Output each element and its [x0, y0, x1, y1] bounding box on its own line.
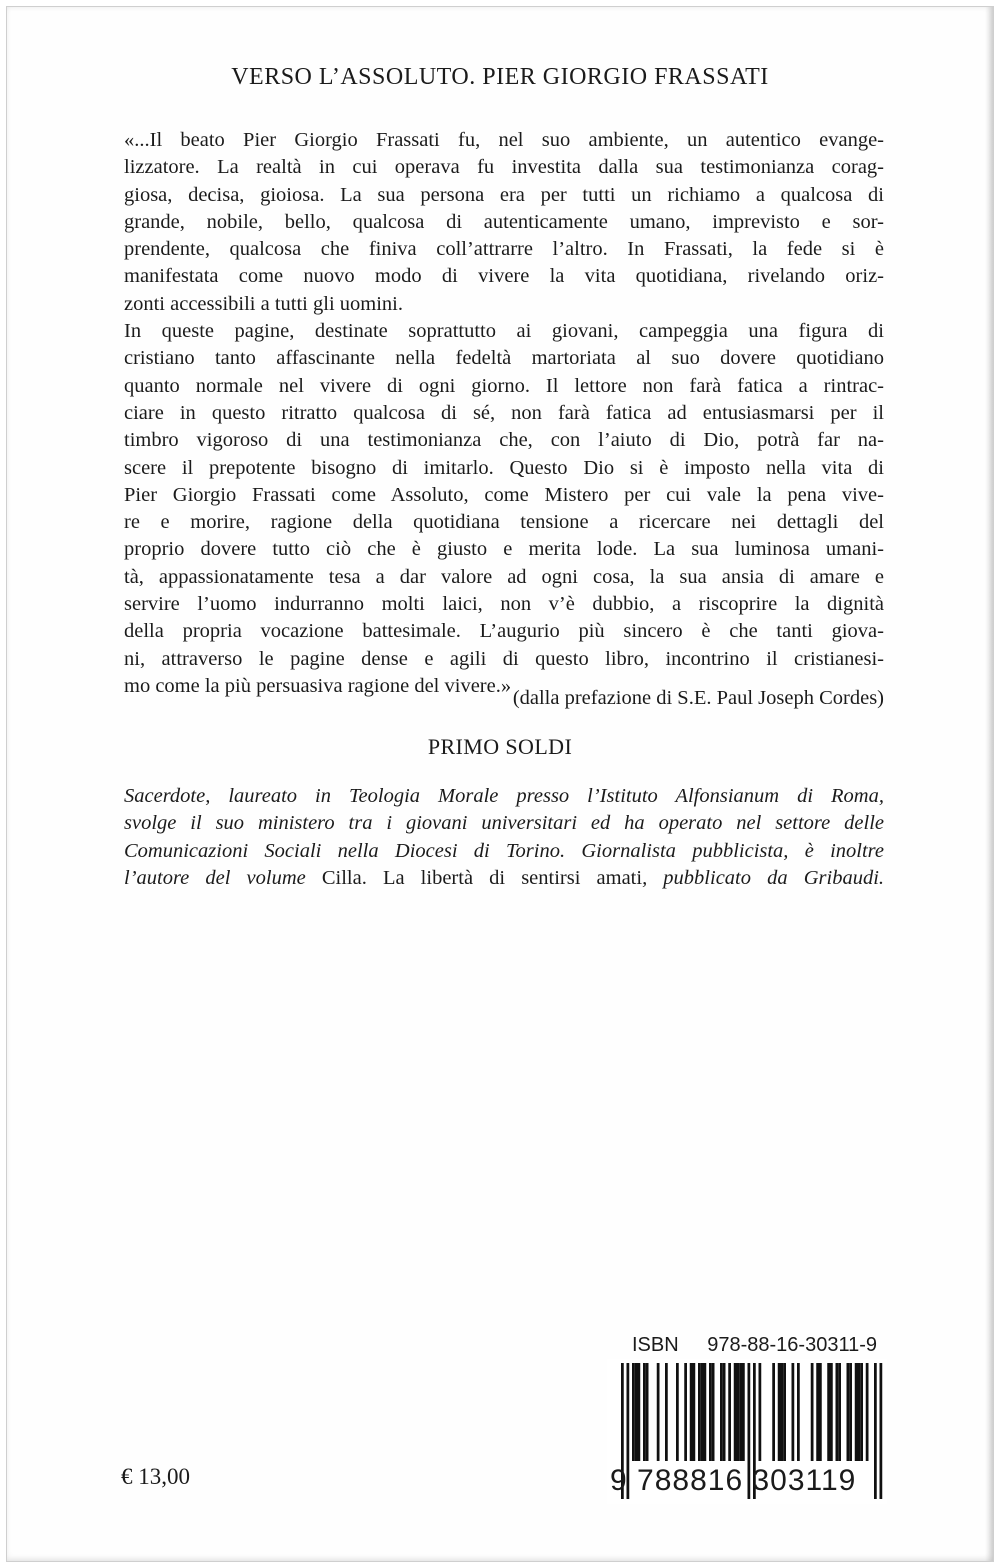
barcode-bar: [866, 1363, 869, 1461]
bio-line: Sacerdote, laureato in Teologia Morale presso l’Istituto Alfonsianum di Roma,: [124, 785, 884, 807]
blurb-line: della propria vocazione battesimale. L’augurio più sincero è che tanti giova-: [124, 620, 884, 643]
author-bio: [124, 783, 884, 892]
barcode-bar: [838, 1363, 841, 1461]
barcode-bar: [783, 1363, 786, 1461]
preface-attribution: (dalla prefazione di S.E. Paul Joseph Cordes): [512, 687, 884, 709]
bio-text-italic: l’autore del volume: [124, 866, 322, 889]
barcode-bar: [734, 1363, 737, 1461]
barcode-bar: [858, 1363, 861, 1461]
barcode-bar: [665, 1363, 668, 1461]
barcode-bar: [646, 1363, 649, 1461]
barcode-bar: [860, 1363, 863, 1461]
barcode-bar: [811, 1363, 814, 1461]
blurb-line: scere il prepotente bisogno di imitarlo. Questo Dio si è imposto nella vita di: [124, 456, 884, 479]
barcode-bar: [781, 1363, 784, 1461]
barcode-bar: [792, 1363, 795, 1461]
book-back-cover: [6, 6, 994, 1562]
barcode-bar: [632, 1363, 635, 1461]
barcode-bar: [830, 1363, 833, 1461]
book-title: VERSO L’ASSOLUTO. PIER GIORGIO FRASSATI: [231, 64, 769, 90]
barcode-bar: [855, 1363, 858, 1461]
barcode-bar: [698, 1363, 701, 1461]
barcode-digits: 9 788816 303119: [610, 1464, 857, 1497]
barcode-bar: [836, 1363, 839, 1461]
blurb-line: prendente, qualcosa che finiva coll’attrarre l’altro. In Frassati, la fede si è: [124, 238, 884, 261]
barcode-bar: [635, 1363, 638, 1461]
blurb-line: cristiano tanto affascinante nella fedeltà martoriata al suo dovere quotidiano: [124, 347, 884, 370]
barcode-bar: [704, 1363, 707, 1461]
blurb-line: manifestata come nuovo modo di vivere la vita quotidiana, rivelando oriz-: [124, 265, 884, 288]
barcode-bar: [720, 1363, 723, 1461]
barcode-bar: [684, 1363, 687, 1461]
blurb-line: In queste pagine, destinate soprattutto ai giovani, campeggia una figura di: [124, 320, 884, 343]
barcode-bar: [827, 1363, 830, 1461]
blurb-line: mo come la più persuasiva ragione del vivere.»: [124, 674, 512, 697]
bio-line: svolge il suo ministero tra i giovani universitari ed ha operato nel settore delle: [124, 812, 884, 835]
blurb-text: [124, 127, 884, 700]
blurb-line: tà, appassionatamente tesa a dar valore ad ogni cosa, la sua ansia di amare e: [124, 565, 884, 588]
barcode-bar: [657, 1363, 660, 1461]
bio-line: Comunicazioni Sociali nella Diocesi di Torino. Giornalista pubblicista, è inoltre: [124, 839, 884, 862]
barcode-bar: [742, 1363, 745, 1461]
barcode-bar: [737, 1363, 740, 1461]
price-label: € 13,00: [121, 1464, 190, 1489]
blurb-line: quanto normale nel vivere di ogni giorno. Il lettore non farà fatica a rintrac-: [124, 374, 884, 397]
blurb-line: «...Il beato Pier Giorgio Frassati fu, nel suo ambiente, un autentico evange-: [124, 129, 884, 151]
barcode-bar: [701, 1363, 704, 1461]
barcode-bar: [693, 1363, 696, 1461]
barcode-bar: [778, 1363, 781, 1461]
blurb-line: ciare in questo ritratto qualcosa di sé, non farà fatica ad entusiasmarsi per il: [124, 401, 884, 424]
barcode-bar: [739, 1363, 742, 1461]
barcode-bar: [712, 1363, 715, 1461]
blurb-line: re e morire, ragione della quotidiana tensione a ricercare nei dettagli del: [124, 511, 884, 534]
barcode-bar: [819, 1363, 822, 1461]
book-reference: Cilla. La libertà di sentirsi amati: [321, 866, 643, 889]
barcode-bar: [816, 1363, 819, 1461]
barcode-bar: [643, 1363, 646, 1461]
isbn-label: ISBN 978-88-16-30311-9: [632, 1334, 877, 1356]
barcode-bar: [690, 1363, 693, 1461]
blurb-line: giosa, decisa, gioiosa. La sua persona era per tutti un richiamo a qualcosa di: [124, 183, 884, 206]
barcode-bar: [759, 1363, 762, 1461]
barcode-bar: [728, 1363, 731, 1461]
barcode-bar: [847, 1363, 850, 1461]
bio-text-italic: , pubblicato da Gribaudi.: [642, 866, 885, 889]
barcode-bar: [797, 1363, 800, 1461]
blurb-line: grande, nobile, bello, qualcosa di autenticamente umano, imprevisto e sor-: [124, 210, 884, 233]
blurb-line: timbro vigoroso di una testimonianza che, con l’aiuto di Dio, potrà far na-: [124, 429, 884, 452]
bio-line: [124, 865, 884, 892]
barcode-bar: [723, 1363, 726, 1461]
barcode-bar: [849, 1363, 852, 1461]
author-name: PRIMO SOLDI: [427, 734, 573, 759]
blurb-line: Pier Giorgio Frassati come Assoluto, come Mistero per cui vale la pena vive-: [124, 483, 884, 506]
blurb-line: proprio dovere tutto ciò che è giusto e merita lode. La sua luminosa umani-: [124, 538, 884, 561]
barcode-bar: [880, 1363, 883, 1499]
barcode-bar: [772, 1363, 775, 1461]
cover-edge-shadow: [985, 7, 993, 1561]
blurb-line: servire l’uomo indurranno molti laici, non v’è dubbio, a riscoprire la dignità: [124, 593, 884, 616]
blurb-line: ni, attraverso le pagine dense e agili di questo libro, incontrino il cristianesi-: [124, 647, 884, 670]
barcode-bar: [638, 1363, 641, 1461]
blurb-line: lizzatore. La realtà in cui operava fu investita dalla sua testimonianza corag-: [124, 156, 884, 179]
barcode-bar: [676, 1363, 679, 1461]
blurb-line: zonti accessibili a tutti gli uomini.: [124, 292, 403, 315]
barcode-bar: [709, 1363, 712, 1461]
